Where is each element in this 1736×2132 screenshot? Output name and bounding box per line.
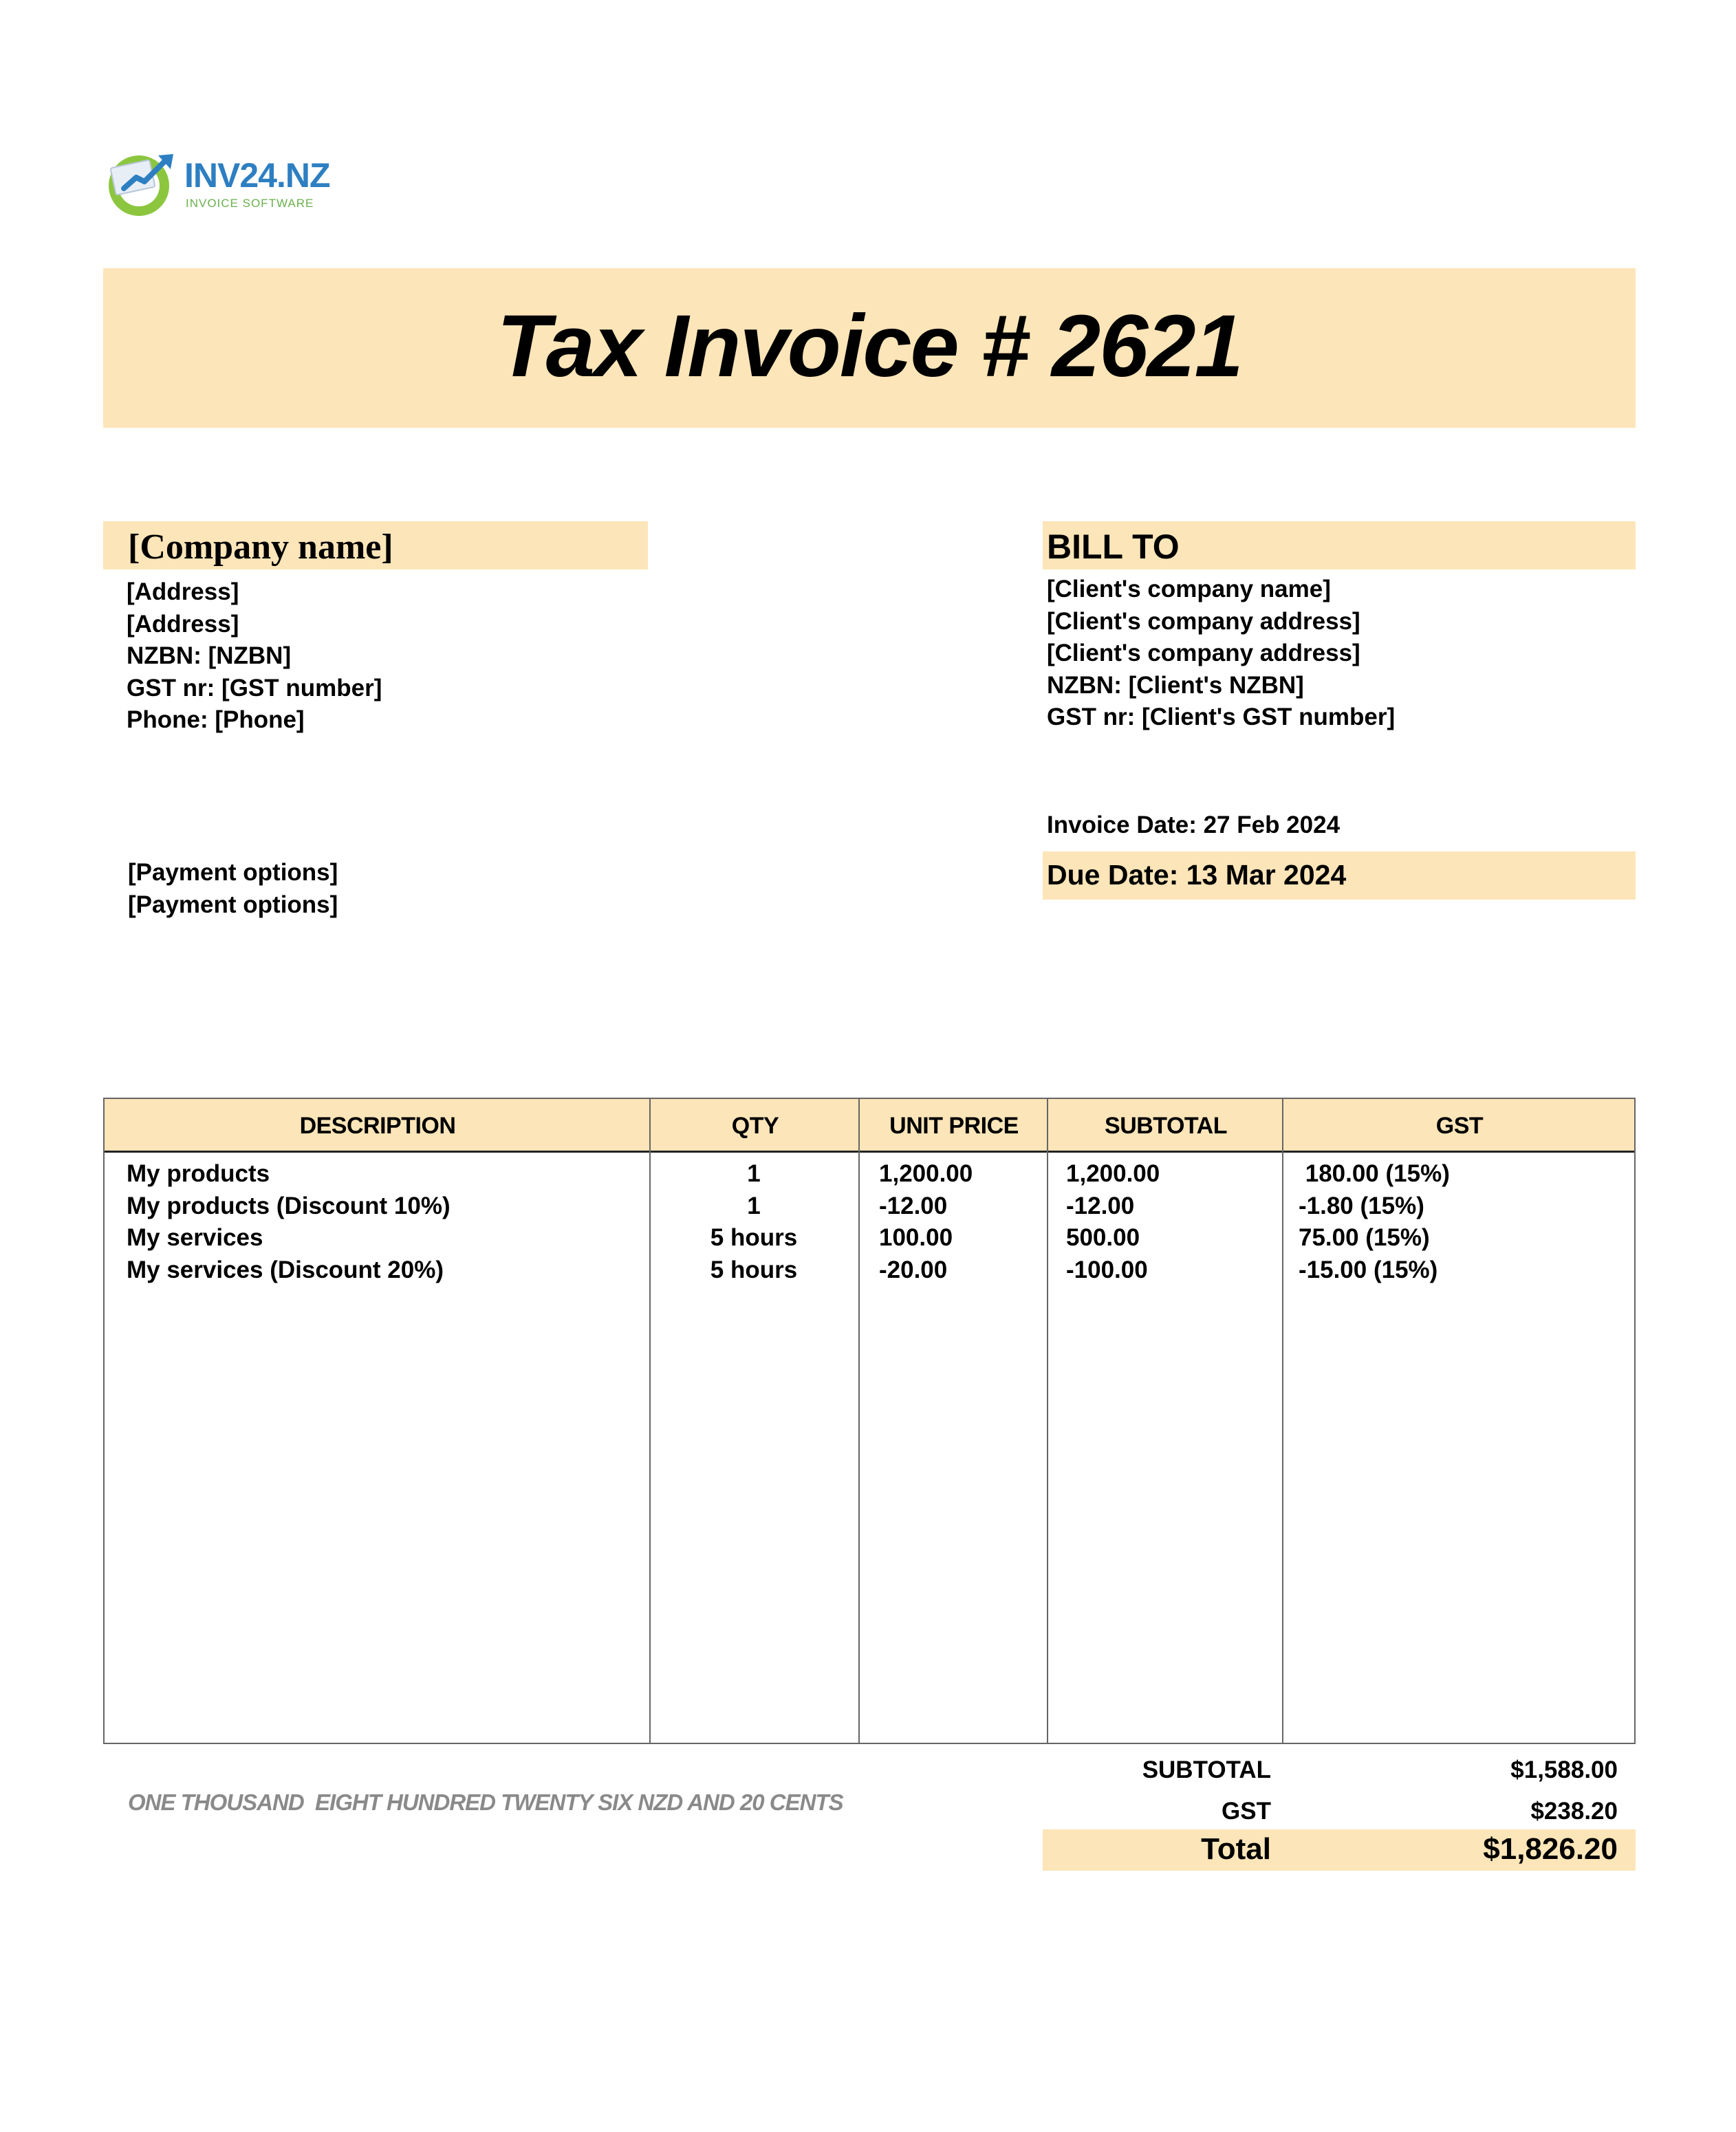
total-value: $1,826.20 [1483, 1832, 1618, 1866]
subtotal-label: SUBTOTAL [1142, 1756, 1271, 1783]
item-subtotal: -100.00 [1066, 1256, 1148, 1283]
table-header [105, 1099, 1634, 1153]
payment-options [128, 857, 338, 921]
item-unit-price: -12.00 [879, 1192, 948, 1219]
seller-phone: Phone: [Phone] [127, 706, 305, 733]
item-unit-price: -20.00 [879, 1256, 948, 1283]
header-qty: QTY [731, 1113, 779, 1139]
amount-in-words: ONE THOUSAND EIGHT HUNDRED TWENTY SIX NZD AND 20 CENTS [128, 1790, 843, 1815]
client-address-2: [Client's company address] [1047, 640, 1360, 666]
table-body [105, 1158, 1634, 1286]
seller-address-2: [Address] [127, 610, 239, 638]
item-subtotal: 500.00 [1066, 1224, 1140, 1251]
payment-option-1: [Payment options] [128, 859, 338, 886]
client-company-name: [Client's company name] [1047, 576, 1331, 602]
payment-option-2: [Payment options] [128, 891, 338, 918]
item-unit-price: 1,200.00 [879, 1160, 973, 1187]
subtotal-value: $1,588.00 [1510, 1756, 1618, 1783]
logo-tagline: INVOICE SOFTWARE [186, 197, 314, 210]
client-nzbn: NZBN: [Client's NZBN] [1047, 671, 1304, 699]
line-items-table [103, 1098, 1636, 1744]
item-gst: 180.00 (15%) [1299, 1160, 1450, 1187]
item-subtotal: -12.00 [1066, 1192, 1135, 1219]
logo-name: INV24.NZ [184, 156, 330, 195]
gst-total-value: $238.20 [1530, 1798, 1618, 1825]
item-gst: 75.00 (15%) [1299, 1224, 1430, 1251]
item-qty: 5 hours [710, 1224, 798, 1251]
client-details [1047, 574, 1395, 734]
item-subtotal: 1,200.00 [1066, 1160, 1160, 1187]
item-qty: 1 [747, 1192, 761, 1219]
seller-gst-number: GST nr: [GST number] [127, 674, 382, 701]
item-description: My products [127, 1160, 270, 1187]
item-unit-price: 100.00 [879, 1224, 953, 1251]
seller-details [127, 576, 382, 737]
client-address-1: [Client's company address] [1047, 607, 1360, 635]
item-gst: -1.80 (15%) [1299, 1192, 1424, 1219]
item-description: My services [127, 1224, 263, 1251]
header-unit-price: UNIT PRICE [889, 1113, 1019, 1139]
client-gst-number: GST nr: [Client's GST number] [1047, 704, 1396, 730]
title-banner [103, 268, 1636, 428]
table-row [105, 1222, 1634, 1254]
table-row [105, 1190, 1634, 1223]
item-gst: -15.00 (15%) [1299, 1256, 1438, 1283]
table-row [105, 1158, 1634, 1190]
gst-total-label: GST [1222, 1798, 1271, 1825]
header-gst: GST [1435, 1113, 1484, 1139]
header-subtotal: SUBTOTAL [1105, 1113, 1227, 1139]
invoice-date: Invoice Date: 27 Feb 2024 [1047, 812, 1341, 838]
item-qty: 5 hours [710, 1256, 798, 1283]
bill-to-heading: BILL TO [1047, 527, 1180, 566]
item-description: My services (Discount 20%) [127, 1256, 444, 1283]
logo [103, 146, 330, 221]
seller-nzbn: NZBN: [NZBN] [127, 642, 292, 669]
due-date: Due Date: 13 Mar 2024 [1047, 859, 1347, 891]
logo-mark-icon [103, 146, 179, 221]
seller-address-1: [Address] [127, 578, 239, 605]
total-label: Total [1201, 1832, 1271, 1866]
table-row [105, 1254, 1634, 1287]
header-description: DESCRIPTION [299, 1113, 456, 1139]
item-qty: 1 [747, 1160, 761, 1187]
item-description: My products (Discount 10%) [127, 1192, 451, 1219]
company-name: [Company name] [128, 527, 393, 567]
invoice-title: Tax Invoice # 2621 [497, 297, 1242, 395]
